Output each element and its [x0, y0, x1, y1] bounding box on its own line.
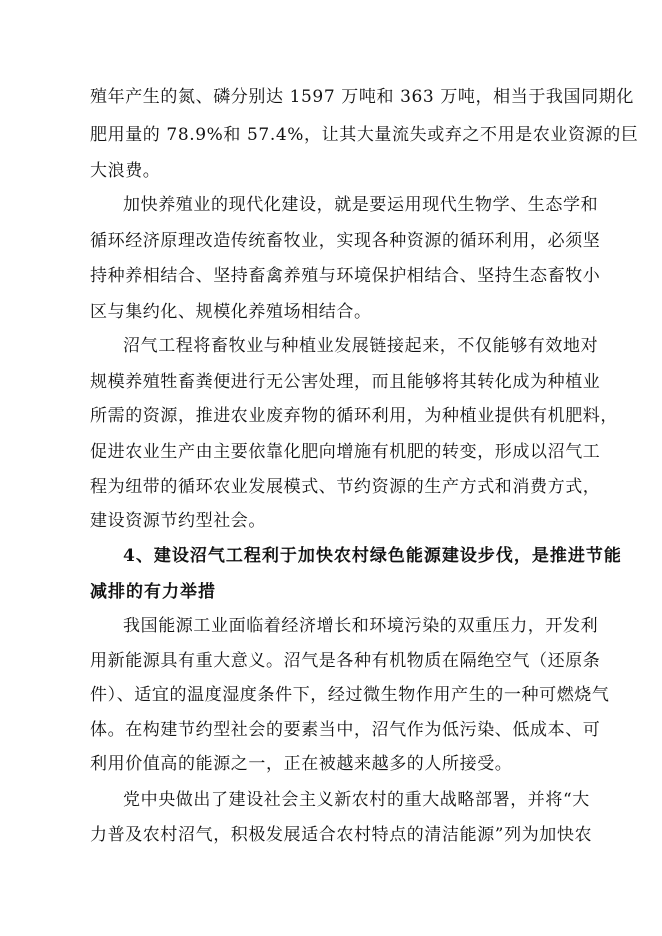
paragraph-line: 程为纽带的循环农业发展模式、节约资源的生产方式和消费方式， [90, 477, 601, 497]
paragraph-line: 力普及农村沼气，积极发展适合农村特点的清洁能源”列为加快农 [90, 825, 593, 845]
paragraph-line: 区与集约化、规模化养殖场相结合。 [90, 302, 372, 322]
section-heading: 4、建设沼气工程利于加快农村绿色能源建设步伐，是推进节能 [123, 546, 622, 566]
paragraph-line: 促进农业生产由主要依靠化肥向增施有机肥的转变，形成以沼气工 [90, 442, 601, 462]
paragraph-line: 件）、适宜的温度湿度条件下，经过微生物作用产生的一种可燃烧气 [90, 685, 610, 705]
paragraph-line: 循环经济原理改造传统畜牧业，实现各种资源的循环利用，必须坚 [90, 231, 601, 251]
paragraph-line: 体。在构建节约型社会的要素当中，沼气作为低污染、低成本、可 [90, 720, 601, 740]
paragraph-line: 利用价值高的能源之一，正在被越来越多的人所接受。 [90, 754, 513, 774]
paragraph-line: 殖年产生的氮、磷分别达 1597 万吨和 363 万吨，相当于我国同期化 [90, 87, 634, 107]
paragraph-line: 我国能源工业面临着经济增长和环境污染的双重压力，开发利 [123, 616, 599, 636]
section-heading-continued: 减排的有力举措 [90, 582, 216, 602]
paragraph-line: 用新能源具有重大意义。沼气是各种有机物质在隔绝空气（还原条 [90, 651, 601, 671]
paragraph-line: 大浪费。 [90, 161, 161, 181]
paragraph-line: 加快养殖业的现代化建设，就是要运用现代生物学、生态学和 [123, 195, 599, 215]
paragraph-line: 沼气工程将畜牧业与种植业发展链接起来，不仅能够有效地对 [123, 336, 599, 356]
paragraph-line: 党中央做出了建设社会主义新农村的重大战略部署，并将“大 [123, 790, 590, 810]
paragraph-line: 肥用量的 78.9%和 57.4%，让其大量流失或弃之不用是农业资源的巨 [90, 125, 639, 145]
paragraph-line: 规模养殖牲畜粪便进行无公害处理，而且能够将其转化成为种植业 [90, 372, 601, 392]
paragraph-line: 建设资源节约型社会。 [90, 511, 266, 531]
paragraph-line: 所需的资源，推进农业废弃物的循环利用，为种植业提供有机肥料， [90, 406, 618, 426]
paragraph-line: 持种养相结合、坚持畜禽养殖与环境保护相结合、坚持生态畜牧小 [90, 266, 601, 286]
